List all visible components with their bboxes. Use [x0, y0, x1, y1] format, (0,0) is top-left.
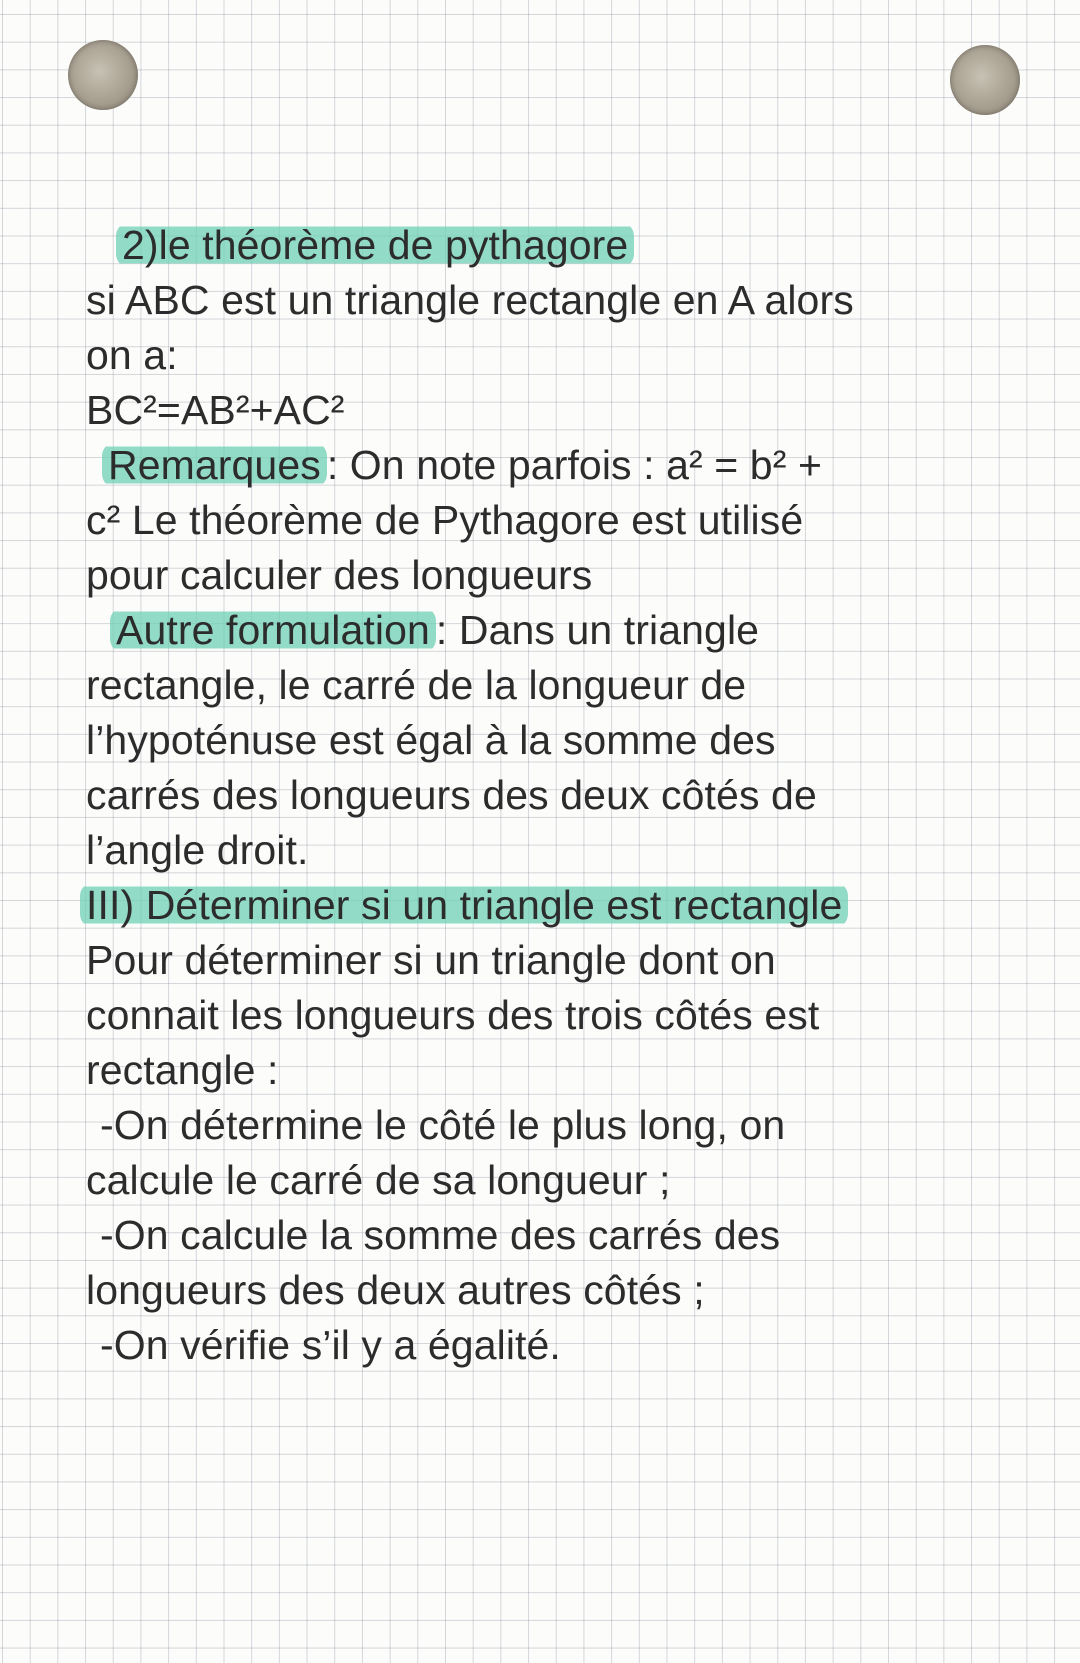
remarques-text: : On note parfois : a² = b² +: [326, 442, 822, 488]
punch-hole-left: [68, 40, 138, 110]
text-line: c² Le théorème de Pythagore est utilisé: [86, 497, 804, 543]
text-line: rectangle :: [86, 1047, 279, 1093]
list-item: -On vérifie s’il y a égalité.: [100, 1322, 561, 1368]
text-line: longueurs des deux autres côtés ;: [86, 1267, 705, 1313]
list-item: -On détermine le côté le plus long, on: [100, 1102, 786, 1148]
text-line: rectangle, le carré de la longueur de: [86, 662, 747, 708]
text-line: on a:: [86, 332, 178, 378]
text-line: pour calculer des longueurs: [86, 552, 593, 598]
text-line: carrés des longueurs des deux côtés de: [86, 772, 817, 818]
remarques-line: [86, 438, 986, 493]
text-line: calcule le carré de sa longueur ;: [86, 1157, 671, 1203]
formula-line: BC²=AB²+AC²: [86, 387, 345, 433]
text-line: l’angle droit.: [86, 827, 309, 873]
note-title-line: [86, 218, 986, 273]
text-line: l’hypoténuse est égal à la somme des: [86, 717, 776, 763]
note-title: 2)le théorème de pythagore: [116, 222, 634, 268]
remarques-label: Remarques: [102, 442, 327, 488]
list-item: -On calcule la somme des carrés des: [100, 1212, 781, 1258]
autre-formulation-text: : Dans un triangle: [435, 607, 760, 653]
text-line: Pour déterminer si un triangle dont on: [86, 937, 776, 983]
text-line: si ABC est un triangle rectangle en A alors: [86, 277, 854, 323]
punch-hole-right: [950, 45, 1020, 115]
section-heading-line: [86, 878, 986, 933]
autre-formulation-label: Autre formulation: [110, 607, 436, 653]
section-heading: III) Déterminer si un triangle est rectangle: [80, 882, 848, 928]
autre-formulation-line: [86, 603, 986, 658]
handwritten-note: [86, 218, 986, 1373]
text-line: connait les longueurs des trois côtés est: [86, 992, 820, 1038]
